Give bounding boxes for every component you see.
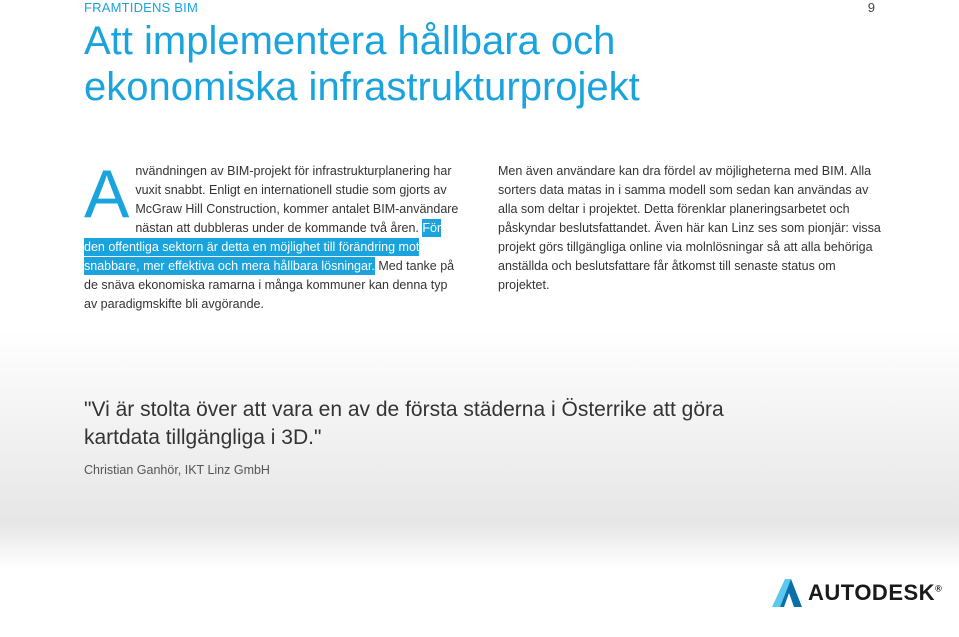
drop-cap: A bbox=[84, 156, 130, 232]
highlighted-text: För den offentliga sektorn är detta en möjlighet till förändring mot snabbare, mer effektiva och mera hållbara lösningar. bbox=[84, 221, 442, 273]
right-column bbox=[498, 162, 888, 295]
pull-quote: "Vi är stolta över att vara en av de första städerna i Österrike att göra kartdata tillgängliga i 3D." bbox=[84, 398, 724, 449]
page-number: 9 bbox=[867, 0, 875, 15]
body-text-right: Men även användare kan dra fördel av möjligheterna med BIM. Alla sorters data matas in i samma modell som sedan kan användas av alla som deltar i projektet. Detta förenklar planeringsarbetet och påskyndar beslutsfattandet. Även här kan Linz ses som pionjär: vissa projekt görs tillgängliga online via molnlösningar så att alla behöriga anställda och beslutsfattare får åtkomst till senaste status om projektet. bbox=[498, 164, 881, 292]
body-text-intro: nvändningen av BIM-projekt för infrastrukturplanering har vuxit snabbt. Enligt en internationell studie som gjorts av McGraw Hill Construction, kommer antalet BIM-användare nästan att dubbleras under de kommande två åren. bbox=[135, 164, 459, 235]
left-column bbox=[84, 156, 464, 314]
section-kicker: FRAMTIDENS BIM bbox=[84, 0, 199, 15]
body-text-continued: Med tanke på de snäva ekonomiska ramarna i många kommuner kan denna typ av paradigmskifte bli avgörande. bbox=[84, 259, 455, 311]
autodesk-wordmark: AUTODESK® bbox=[808, 580, 943, 605]
quote-attribution: Christian Ganhör, IKT Linz GmbH bbox=[84, 463, 270, 477]
autodesk-logo bbox=[772, 578, 942, 608]
page-title: Att implementera hållbara och ekonomiska infrastrukturprojekt bbox=[84, 19, 640, 109]
autodesk-logo-icon bbox=[772, 579, 802, 607]
